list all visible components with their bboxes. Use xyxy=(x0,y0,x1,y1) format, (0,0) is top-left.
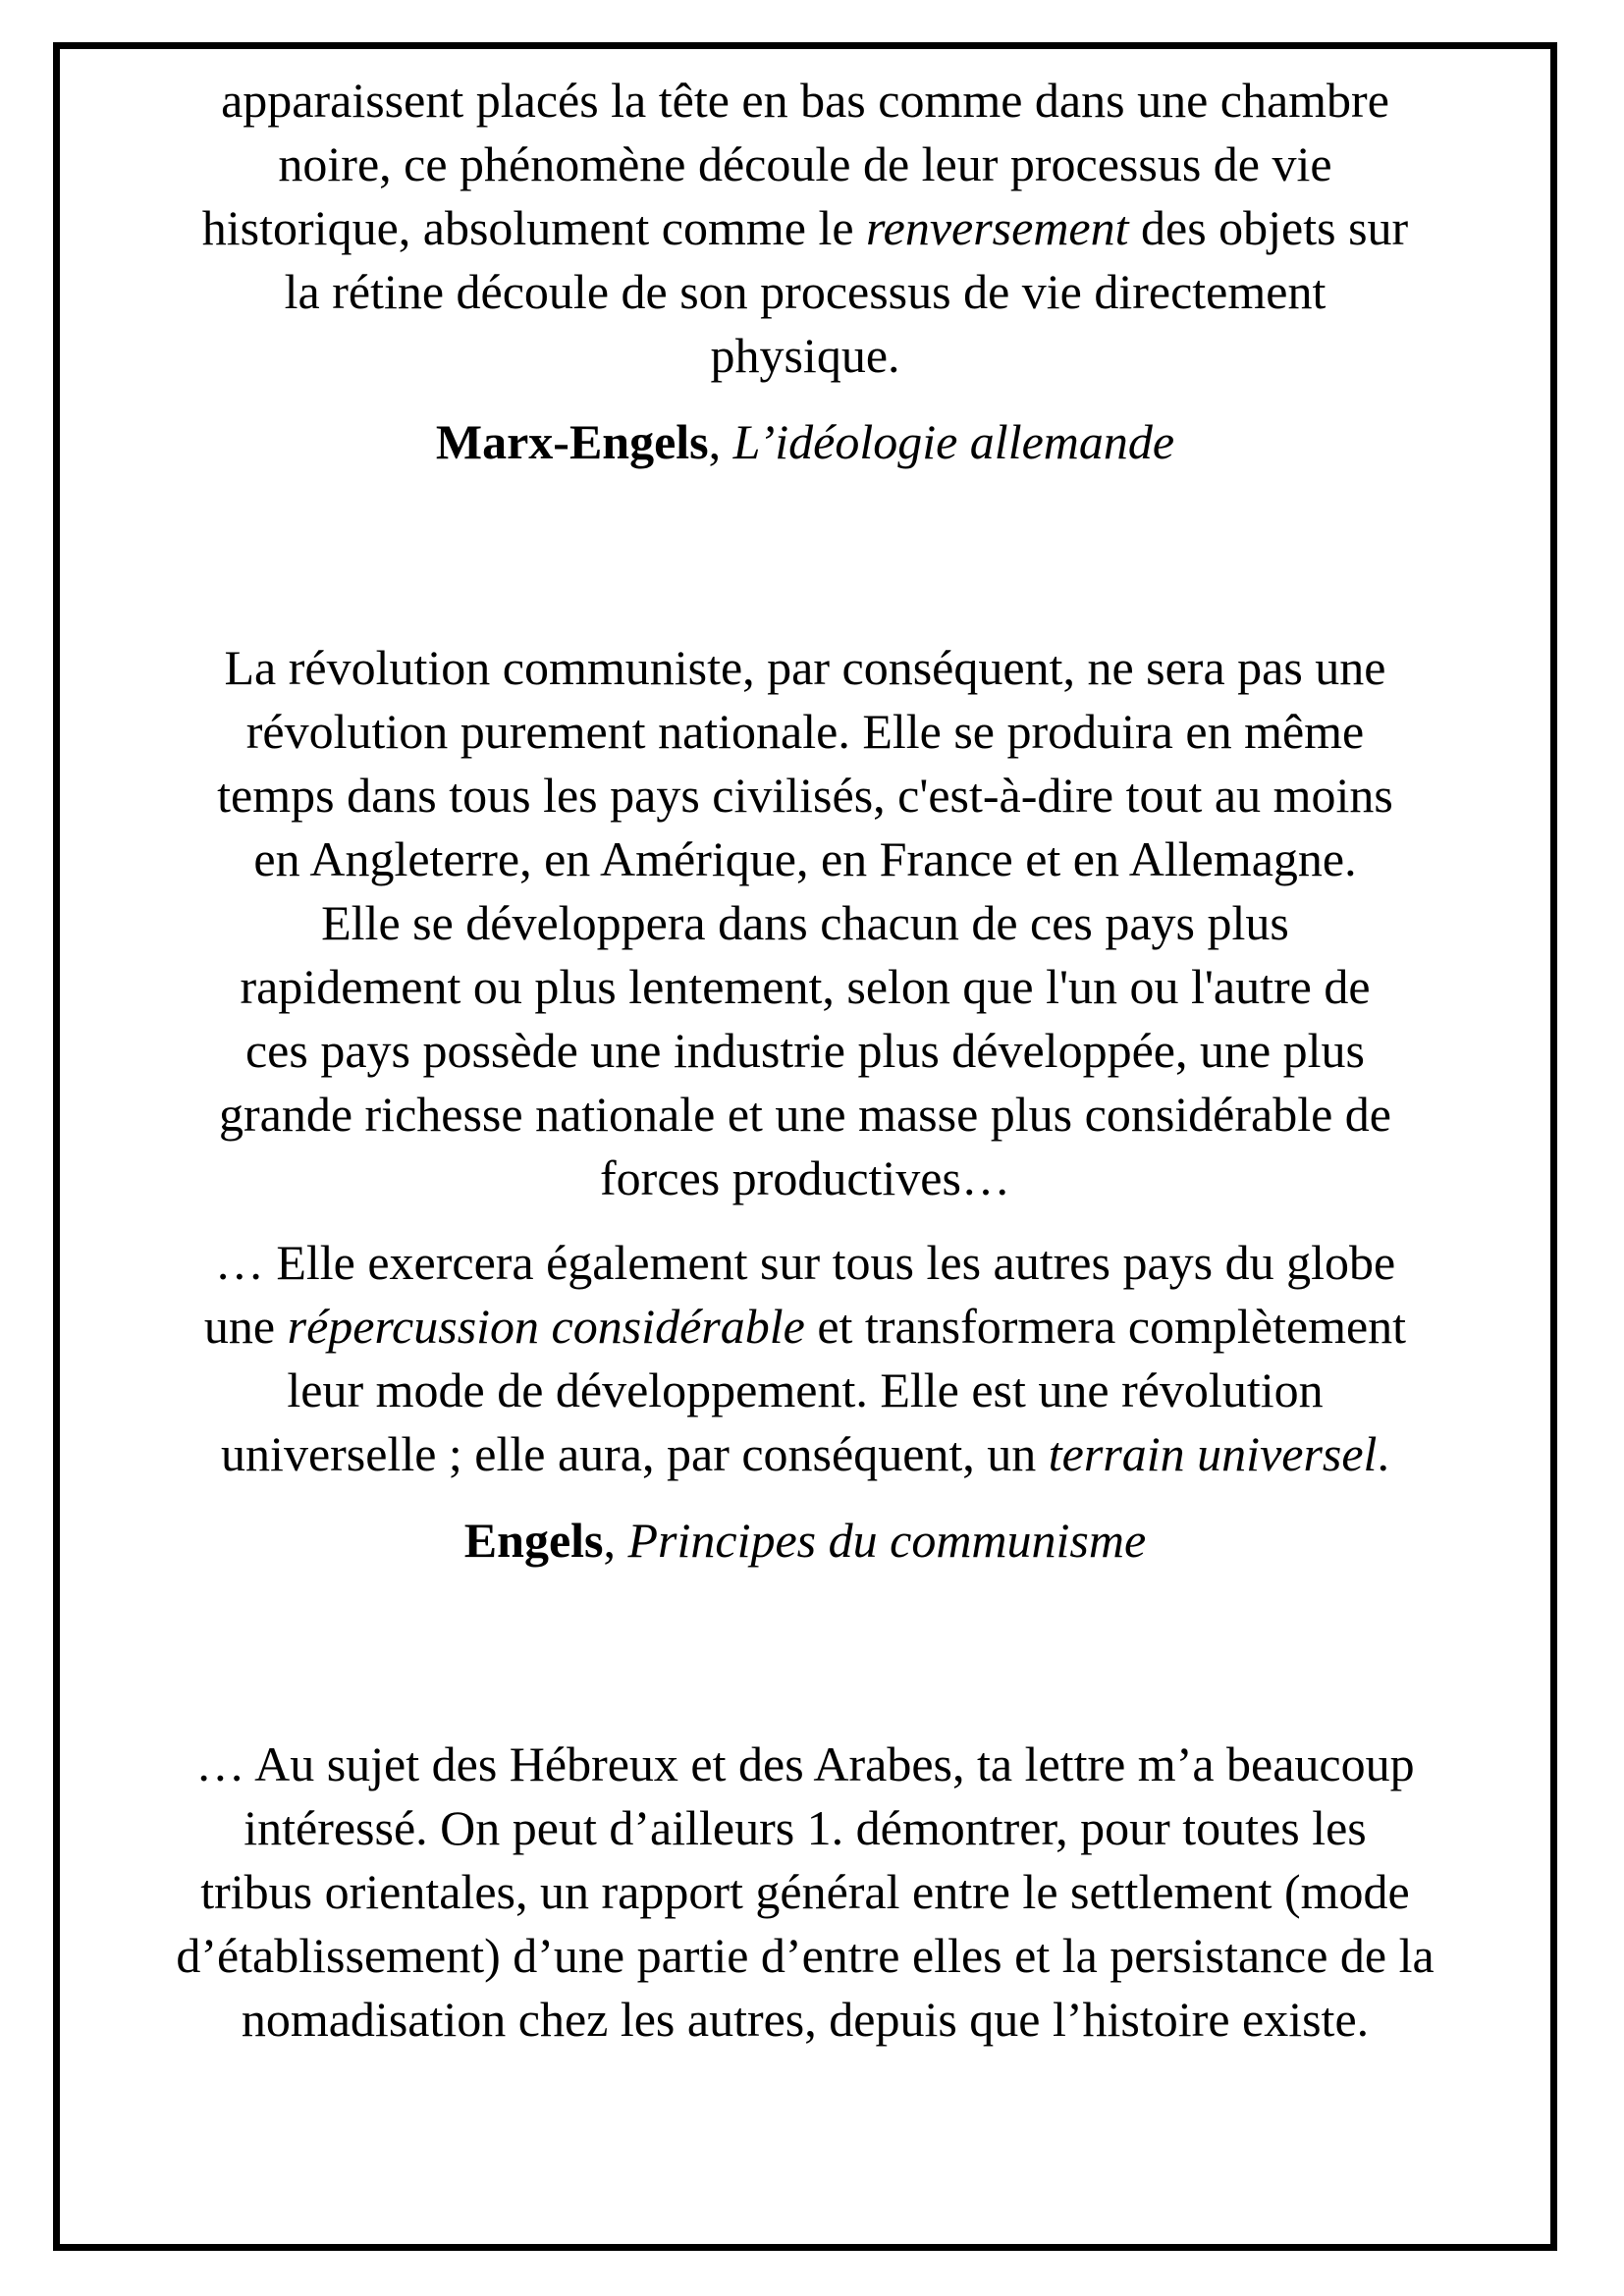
quote-2-line: grande richesse nationale et une masse plus considérable de xyxy=(219,1087,1391,1142)
citation-work-title: L’idéologie allemande xyxy=(732,414,1175,469)
quote-3-line: nomadisation chez les autres, depuis que l’histoire existe. xyxy=(241,1992,1370,2047)
quote-2-text: universelle ; elle aura, par conséquent, un xyxy=(221,1426,1049,1481)
quote-2-emphasis: répercussion considérable xyxy=(287,1299,805,1354)
quote-3-line: … Au sujet des Hébreux et des Arabes, ta lettre m’a beaucoup xyxy=(195,1736,1415,1791)
quote-2-text: . xyxy=(1377,1426,1389,1481)
quote-1-text: historique, absolument comme le xyxy=(201,200,867,255)
quote-2-line: leur mode de développement. Elle est une révolution xyxy=(287,1362,1324,1417)
quote-1-text: des objets sur xyxy=(1128,200,1409,255)
quote-1-line: apparaissent placés la tête en bas comme dans une chambre xyxy=(221,73,1389,128)
quote-2-text: une xyxy=(203,1299,288,1354)
quote-2-paragraph-2 xyxy=(83,1231,1527,1486)
quote-2-emphasis: terrain universel xyxy=(1048,1426,1378,1481)
quote-1-line xyxy=(83,196,1527,260)
citation-1 xyxy=(83,410,1527,474)
citation-work-title: Principes du communisme xyxy=(627,1513,1147,1568)
quote-2-line: … Elle exercera également sur tous les autres pays du globe xyxy=(214,1235,1396,1290)
citation-author: Engels xyxy=(463,1513,604,1568)
quote-2-text: et transformera complètement xyxy=(804,1299,1407,1354)
quote-2-line xyxy=(83,1422,1527,1486)
quote-1-line: physique. xyxy=(710,328,900,383)
quote-3-line: tribus orientales, un rapport général entre le settlement (mode xyxy=(200,1864,1410,1919)
quote-block-3 xyxy=(83,1733,1527,2052)
citation-2 xyxy=(83,1509,1527,1573)
quote-1-line: noire, ce phénomène découle de leur processus de vie xyxy=(278,136,1332,191)
citation-separator: , xyxy=(603,1513,628,1568)
quote-2-paragraph-1 xyxy=(83,636,1527,1210)
quote-block-1 xyxy=(83,69,1527,388)
quote-2-line: La révolution communiste, par conséquent, ne sera pas une xyxy=(224,640,1386,695)
quote-2-line: rapidement ou plus lentement, selon que l'un ou l'autre de xyxy=(240,959,1371,1014)
citation-author: Marx-Engels xyxy=(435,414,709,469)
quote-1-emphasis: renversement xyxy=(866,200,1129,255)
quote-2-line: forces productives… xyxy=(600,1150,1010,1205)
quote-3-line: d’établissement) d’une partie d’entre elles et la persistance de la xyxy=(176,1928,1435,1983)
page-frame xyxy=(53,42,1557,2251)
quote-2-line: Elle se développera dans chacun de ces pays plus xyxy=(321,895,1289,950)
quote-2-line: temps dans tous les pays civilisés, c'est-à-dire tout au moins xyxy=(217,768,1393,823)
quote-3-line: intéressé. On peut d’ailleurs 1. démontrer, pour toutes les xyxy=(244,1800,1367,1855)
quote-2-line: ces pays possède une industrie plus développée, une plus xyxy=(244,1023,1365,1078)
citation-separator: , xyxy=(708,414,733,469)
quote-2-line: révolution purement nationale. Elle se produira en même xyxy=(245,704,1365,759)
quote-2-line xyxy=(83,1295,1527,1359)
quote-2-line: en Angleterre, en Amérique, en France et en Allemagne. xyxy=(253,831,1357,886)
quote-block-2 xyxy=(83,636,1527,1486)
quote-1-line: la rétine découle de son processus de vie directement xyxy=(284,264,1326,319)
